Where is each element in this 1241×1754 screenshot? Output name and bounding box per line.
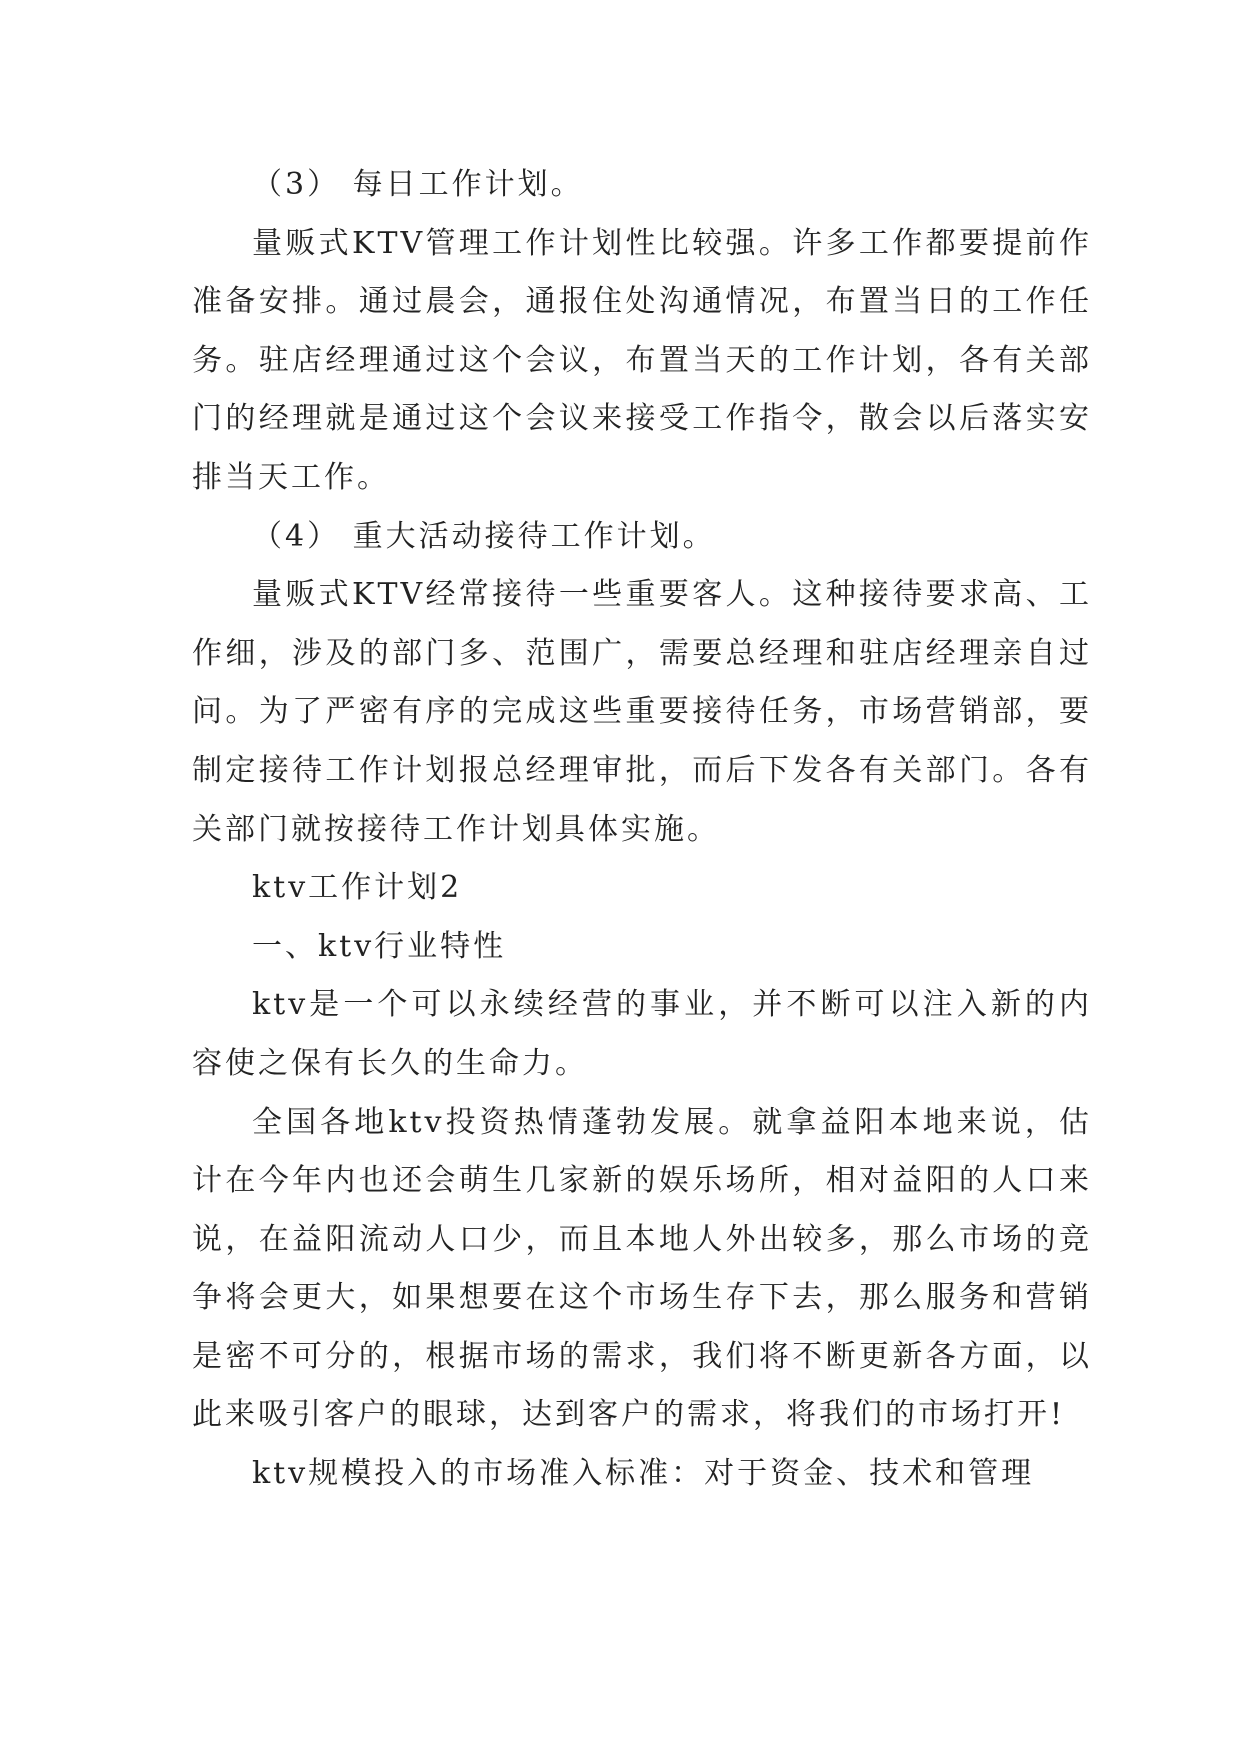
paragraph-major-event-plan: 量贩式KTV经常接待一些重要客人。这种接待要求高、工作细，涉及的部门多、范围广，需要总经理和驻店经理亲自过问。为了严密有序的完成这些重要接待任务，市场营销部，要制定接待工作计划报总经理审批，而后下发各有关部门。各有关部门就按接待工作计划具体实施。 — [192, 577, 1092, 847]
section-heading-industry-features: 一、ktv行业特性 — [252, 928, 507, 964]
section-heading-daily-plan: （3） 每日工作计划。 — [252, 167, 584, 202]
paragraph-market-competition: 全国各地ktv投资热情蓬勃发展。就拿益阳本地来说，估计在今年内也还会萌生几家新的娱乐场所，相对益阳的人口来说，在益阳流动人口少，而且本地人外出较多，那么市场的竞争将会更大，如果想要在这个市场生存下去，那么服务和营销是密不可分的，根据市场的需求，我们将不断更新各方面，以此来吸引客户的眼球，达到客户的需求，将我们的市场打开! — [192, 1104, 1092, 1433]
paragraph-daily-plan: 量贩式KTV管理工作计划性比较强。许多工作都要提前作准备安排。通过晨会，通报住处沟通情况，布置当日的工作任务。驻店经理通过这个会议，布置当天的工作计划，各有关部门的经理就是通过这个会议来接受工作指令，散会以后落实安排当天工作。 — [192, 225, 1092, 495]
document-title-ktv-plan-2: ktv工作计划2 — [252, 870, 463, 906]
paragraph-sustainable-business: ktv是一个可以永续经营的事业，并不断可以注入新的内容使之保有长久的生命力。 — [192, 987, 1092, 1081]
paragraph-market-entry-standards: ktv规模投入的市场准入标准：对于资金、技术和管理 — [252, 1456, 1035, 1492]
document-body — [192, 156, 1092, 1504]
section-heading-major-event-plan: （4） 重大活动接待工作计划。 — [252, 518, 716, 554]
